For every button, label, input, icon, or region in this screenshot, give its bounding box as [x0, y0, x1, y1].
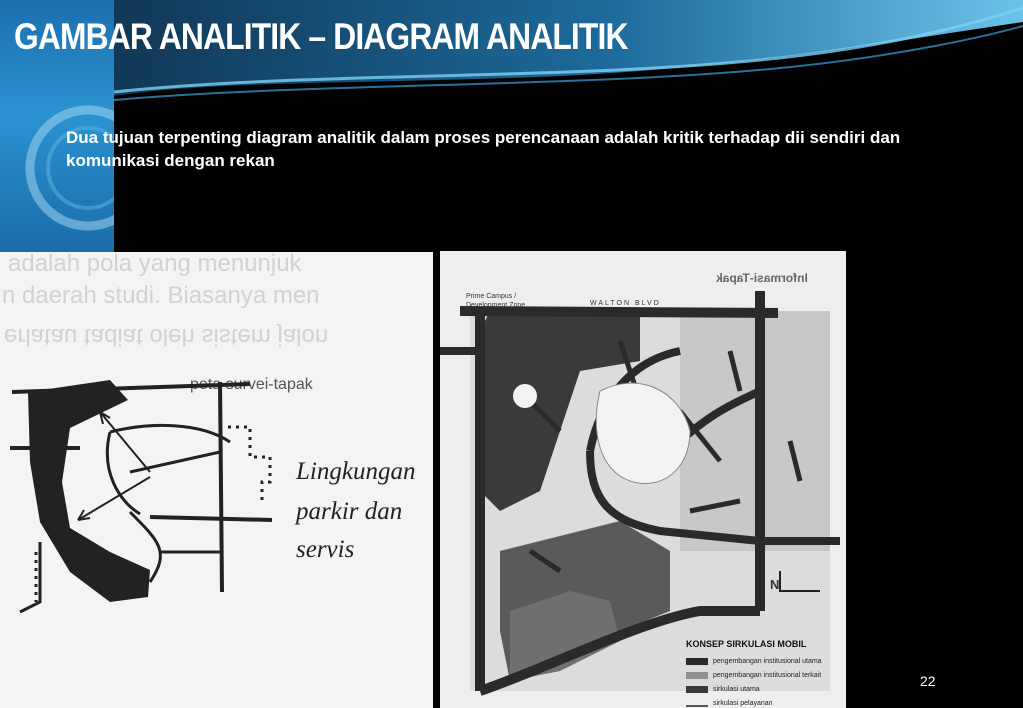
map-label: Prime Campus / [466, 293, 517, 300]
faded-scan-text: peta survei-tapak [190, 376, 313, 393]
legend-swatch [686, 686, 708, 693]
legend-swatch [686, 700, 708, 707]
slide-body-text: Dua tujuan terpenting diagram analitik dalam proses perencanaan adalah kritik terhadap dii sendiri dan komunikasi dengan rekan [66, 128, 901, 170]
legend-item [686, 655, 844, 667]
map-legend [686, 639, 844, 708]
map-label: WALTON BLVD [590, 300, 661, 307]
legend-swatch [686, 658, 708, 665]
faded-scan-text: erlatau tadiat oleh sistem jalon [4, 323, 329, 350]
sketch-label-line: Lingkungan [296, 458, 416, 485]
legend-swatch [686, 672, 708, 679]
legend-label: pengembangan institusional terkait [713, 671, 822, 679]
faded-scan-text: Informasi-Tapak [716, 271, 808, 285]
map-label: Development Zone [466, 302, 526, 309]
legend-label: sirkulasi pelayanan [713, 699, 773, 707]
slide-title: GAMBAR ANALITIK – DIAGRAM ANALITIK [14, 16, 628, 57]
legend-label: sirkulasi utama [713, 685, 760, 693]
page-number: 22 [920, 673, 936, 689]
sketch-label-line: servis [296, 536, 355, 563]
legend-item [686, 669, 844, 681]
faded-scan-text: adalah pola yang menunjuk [8, 252, 302, 277]
legend-item [686, 683, 844, 695]
parking-service-sketch [0, 252, 433, 708]
north-arrow-label: N [770, 577, 780, 592]
legend-item [686, 697, 844, 708]
faded-scan-text: n daerah studi. Biasanya men [2, 282, 320, 309]
circulation-concept-map [440, 251, 846, 708]
legend-label: pengembangan institusional utama [713, 657, 822, 665]
sketch-label-line: parkir dan [296, 498, 403, 525]
legend-title: KONSEP SIRKULASI MOBIL [686, 639, 807, 649]
